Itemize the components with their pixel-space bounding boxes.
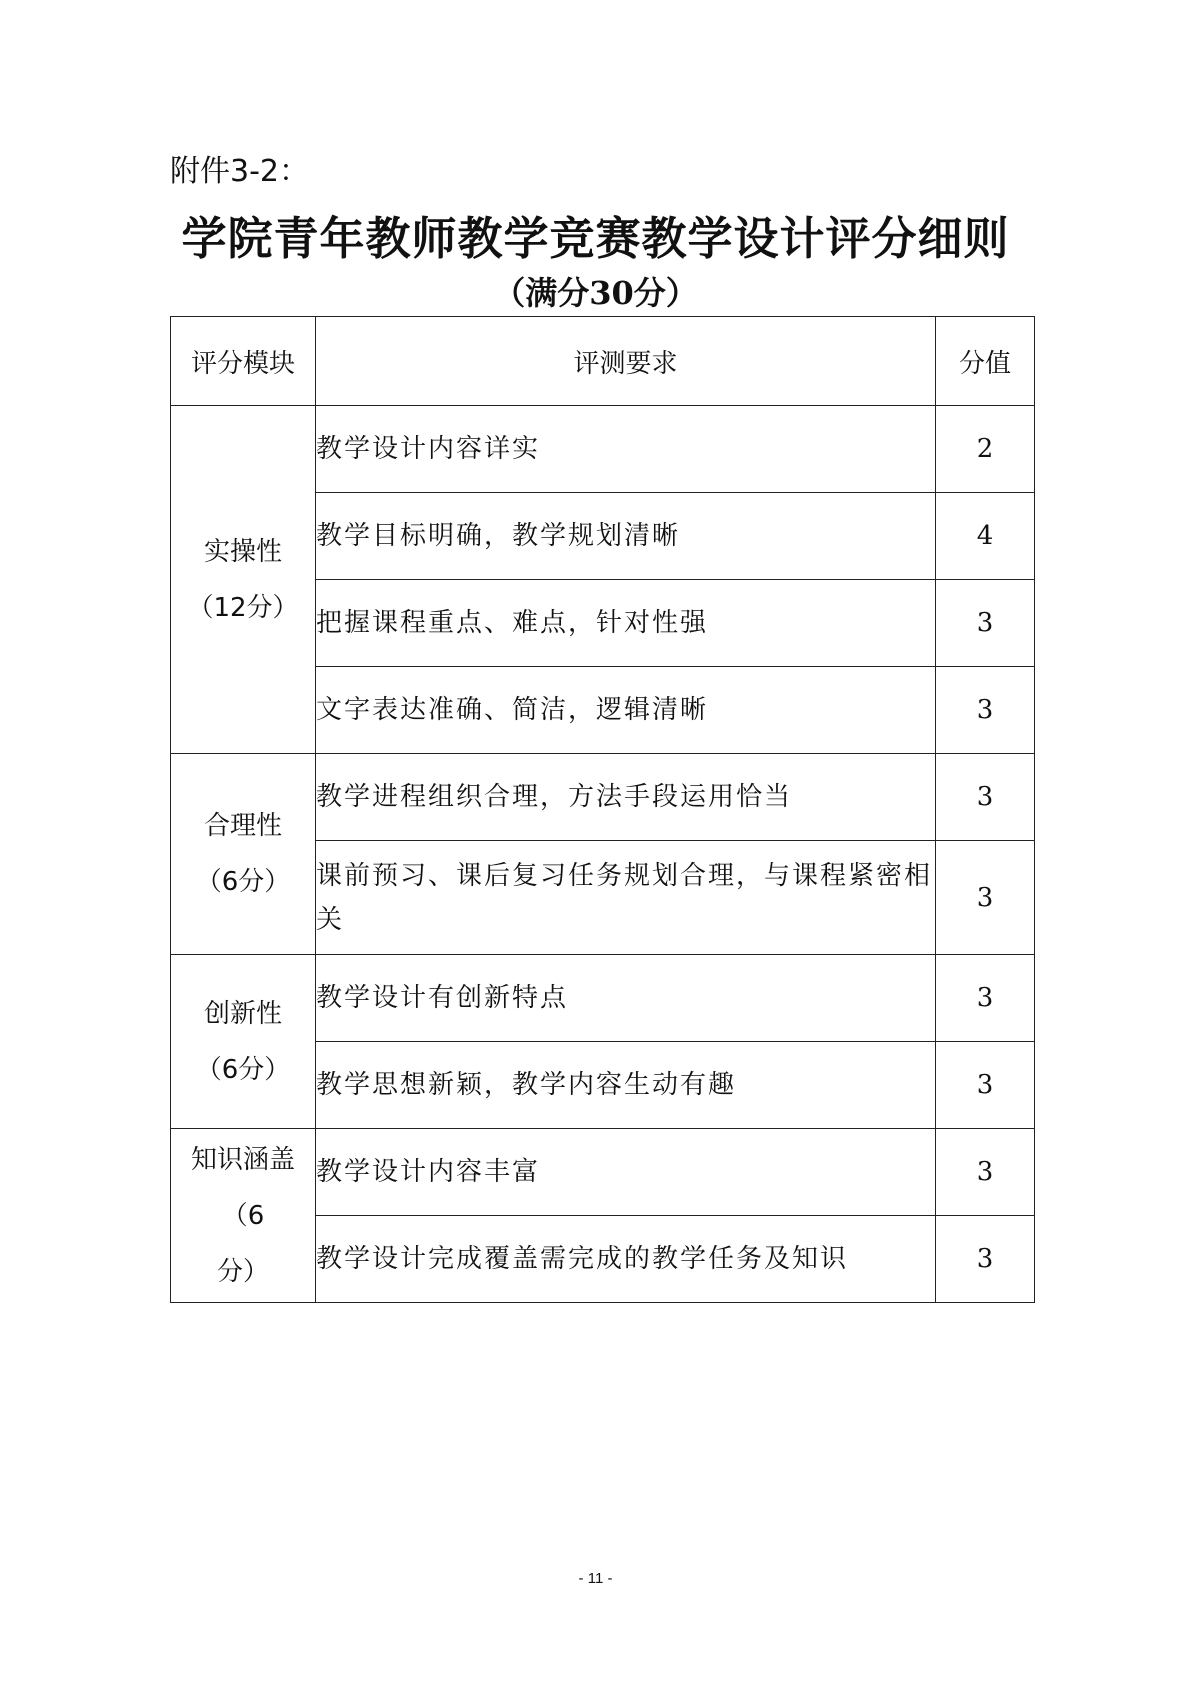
header-requirement: 评测要求 xyxy=(316,317,936,406)
score-cell: 3 xyxy=(936,1216,1035,1303)
requirement-cell: 教学思想新颖，教学内容生动有趣 xyxy=(316,1042,936,1129)
requirement-cell: 文字表达准确、简洁，逻辑清晰 xyxy=(316,667,936,754)
table-header-row xyxy=(171,317,1035,406)
table-row xyxy=(171,406,1035,493)
requirement-cell: 教学设计内容详实 xyxy=(316,406,936,493)
module-cell xyxy=(171,1129,316,1303)
module-name: 知识涵盖（6 xyxy=(190,1144,295,1231)
module-name: 合理性 xyxy=(203,811,282,841)
module-name: 实操性 xyxy=(203,536,282,567)
requirement-cell: 教学设计有创新特点 xyxy=(316,955,936,1042)
module-points: （6分） xyxy=(195,867,291,897)
document-subtitle: （满分30分） xyxy=(493,274,698,312)
score-cell: 3 xyxy=(936,955,1035,1042)
module-cell xyxy=(171,955,316,1129)
module-cell xyxy=(171,754,316,955)
requirement-cell: 把握课程重点、难点，针对性强 xyxy=(316,580,936,667)
page-number: - 11 - xyxy=(578,1570,613,1587)
requirement-cell: 教学设计完成覆盖需完成的教学任务及知识 xyxy=(316,1216,936,1303)
score-cell: 3 xyxy=(936,841,1035,955)
document-title: 学院青年教师教学竞赛教学设计评分细则 xyxy=(181,212,1010,265)
score-cell: 4 xyxy=(936,493,1035,580)
score-cell: 3 xyxy=(936,754,1035,841)
scoring-table xyxy=(170,316,1035,1303)
score-cell: 3 xyxy=(936,580,1035,667)
table-row xyxy=(171,1129,1035,1216)
annex-label: 附件3-2： xyxy=(170,154,309,189)
module-points: （12分） xyxy=(187,592,299,623)
requirement-cell: 教学设计内容丰富 xyxy=(316,1129,936,1216)
requirement-cell: 课前预习、课后复习任务规划合理，与课程紧密相关 xyxy=(316,841,936,955)
table-row xyxy=(171,955,1035,1042)
table-row xyxy=(171,754,1035,841)
module-points: 分） xyxy=(216,1256,269,1287)
requirement-cell: 教学进程组织合理，方法手段运用恰当 xyxy=(316,754,936,841)
module-name: 创新性 xyxy=(203,998,282,1029)
score-cell: 3 xyxy=(936,1042,1035,1129)
module-cell xyxy=(171,406,316,754)
requirement-cell: 教学目标明确，教学规划清晰 xyxy=(316,493,936,580)
header-module: 评分模块 xyxy=(171,317,316,406)
score-cell: 3 xyxy=(936,1129,1035,1216)
header-score: 分值 xyxy=(936,317,1035,406)
module-points: （6分） xyxy=(195,1054,291,1085)
score-cell: 3 xyxy=(936,667,1035,754)
score-cell: 2 xyxy=(936,406,1035,493)
